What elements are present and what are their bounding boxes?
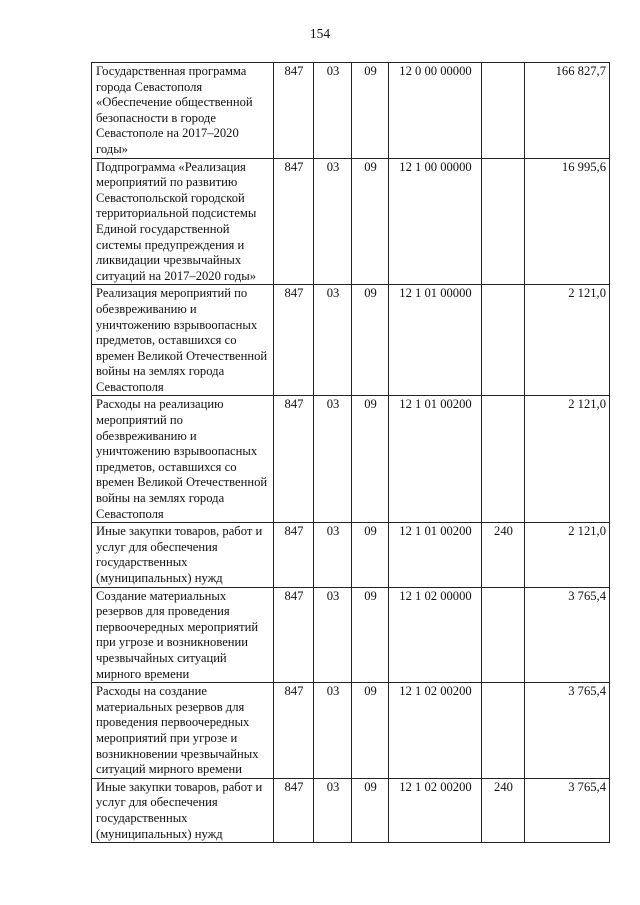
row-department-code: 847 (274, 683, 314, 779)
table-row (92, 285, 610, 396)
row-section-code: 03 (314, 285, 352, 396)
row-name: Иные закупки товаров, работ и услуг для обеспечения государственных (муниципальных) нужд (92, 523, 274, 587)
row-subsection-code: 09 (352, 683, 389, 779)
row-department-code: 847 (274, 523, 314, 587)
row-target-article: 12 1 01 00200 (389, 523, 482, 587)
row-department-code: 847 (274, 778, 314, 842)
row-subsection-code: 09 (352, 158, 389, 285)
row-name: Иные закупки товаров, работ и услуг для обеспечения государственных (муниципальных) нужд (92, 778, 274, 842)
row-target-article: 12 1 02 00000 (389, 587, 482, 683)
row-target-article: 12 1 00 00000 (389, 158, 482, 285)
table-row (92, 778, 610, 842)
row-amount: 16 995,6 (525, 158, 610, 285)
row-section-code: 03 (314, 587, 352, 683)
row-department-code: 847 (274, 63, 314, 159)
row-department-code: 847 (274, 396, 314, 523)
row-section-code: 03 (314, 778, 352, 842)
table-row (92, 158, 610, 285)
row-department-code: 847 (274, 285, 314, 396)
row-amount: 2 121,0 (525, 523, 610, 587)
page-number: 154 (309, 26, 331, 41)
row-name: Государственная программа города Севастополя «Обеспечение общественной безопасности в городе Севастополе на 2017–2020 годы» (92, 63, 274, 159)
row-target-article: 12 1 01 00000 (389, 285, 482, 396)
row-subsection-code: 09 (352, 63, 389, 159)
row-subsection-code: 09 (352, 396, 389, 523)
row-target-article: 12 1 02 00200 (389, 778, 482, 842)
table-row (92, 523, 610, 587)
row-amount: 3 765,4 (525, 778, 610, 842)
row-subsection-code: 09 (352, 285, 389, 396)
row-section-code: 03 (314, 396, 352, 523)
row-amount: 3 765,4 (525, 683, 610, 779)
row-amount: 2 121,0 (525, 396, 610, 523)
row-subsection-code: 09 (352, 778, 389, 842)
row-subsection-code: 09 (352, 523, 389, 587)
row-target-article: 12 1 01 00200 (389, 396, 482, 523)
row-name: Расходы на реализацию мероприятий по обезвреживанию и уничтожению взрывоопасных предметов, оставшихся со времен Великой Отечественной войны на землях города Севастополя (92, 396, 274, 523)
row-section-code: 03 (314, 683, 352, 779)
table-row (92, 396, 610, 523)
row-target-article: 12 1 02 00200 (389, 683, 482, 779)
row-expense-type (482, 587, 525, 683)
table-row (92, 63, 610, 159)
row-expense-type (482, 285, 525, 396)
table-row (92, 683, 610, 779)
row-expense-type: 240 (482, 523, 525, 587)
row-expense-type: 240 (482, 778, 525, 842)
row-section-code: 03 (314, 523, 352, 587)
budget-table (91, 62, 610, 843)
row-expense-type (482, 683, 525, 779)
row-name: Расходы на создание материальных резервов для проведения первоочередных мероприятий при угрозе и возникновении чрезвычайных ситуаций мирного времени (92, 683, 274, 779)
row-amount: 2 121,0 (525, 285, 610, 396)
row-expense-type (482, 158, 525, 285)
row-name: Создание материальных резервов для проведения первоочередных мероприятий при угрозе и возникновении чрезвычайных ситуаций мирного времени (92, 587, 274, 683)
row-section-code: 03 (314, 158, 352, 285)
row-subsection-code: 09 (352, 587, 389, 683)
row-target-article: 12 0 00 00000 (389, 63, 482, 159)
row-expense-type (482, 63, 525, 159)
row-section-code: 03 (314, 63, 352, 159)
row-department-code: 847 (274, 158, 314, 285)
row-name: Подпрограмма «Реализация мероприятий по развитию Севастопольской городской территориальной подсистемы Единой государственной системы предупреждения и ликвидации чрезвычайных ситуаций на 2017–2020 годы» (92, 158, 274, 285)
row-amount: 3 765,4 (525, 587, 610, 683)
row-department-code: 847 (274, 587, 314, 683)
row-name: Реализация мероприятий по обезвреживанию и уничтожению взрывоопасных предметов, оставшихся со времен Великой Отечественной войны на землях города Севастополя (92, 285, 274, 396)
table-row (92, 587, 610, 683)
row-expense-type (482, 396, 525, 523)
row-amount: 166 827,7 (525, 63, 610, 159)
